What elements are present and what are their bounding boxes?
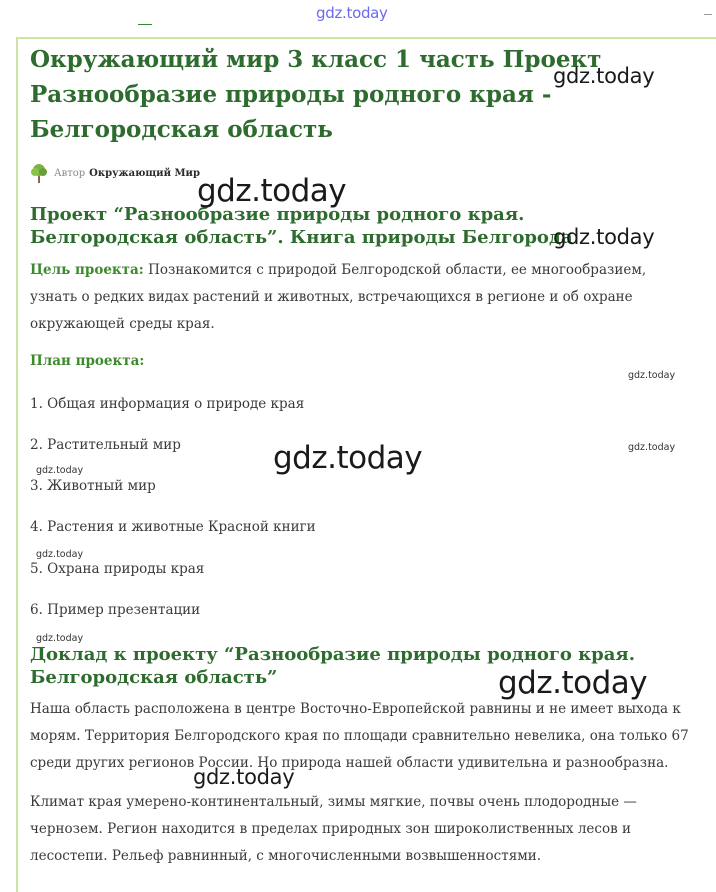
watermark: gdz.today [498,665,648,701]
top-bar [0,0,716,38]
section-heading-project: Проект “Разнообразие природы родного края. Белгородская область”. Книга природы Белгорода [30,204,573,248]
top-right-divider [704,14,712,15]
watermark: gdz.today [197,173,347,209]
author-prefix: Автор [54,167,86,179]
watermark: gdz.today [273,440,423,476]
watermark: gdz.today [628,370,676,381]
plan-label: План проекта: [30,353,145,369]
project-goal [30,257,670,338]
plan-item: 3. Животный мир [30,478,156,494]
author-line [30,162,200,184]
plan-item: 6. Пример презентации [30,602,201,618]
author-name[interactable]: Окружающий Мир [89,167,200,179]
goal-text: Познакомится с природой Белгородской области, ее многообразием, узнать о редких видах растений и животных, встречающихся в регионе и об охране окружающей среды края. [30,262,647,332]
plan-item: 1. Общая информация о природе края [30,396,305,412]
site-logo[interactable]: gdz.today [316,4,388,22]
report-paragraph: Наша область расположена в центре Восточно-Европейской равнины и не имеет выхода к морям. Территория Белгородского края по площади сравнительно невелика, она только 67 среди других регионов России. Но природа нашей области удивительна и разнообразна. [30,701,689,771]
section-heading-report: Доклад к проекту “Разнообразие природы родного края. Белгородская область” [30,644,635,688]
top-divider [138,24,152,25]
report-paragraph: Климат края умерено-континентальный, зимы мягкие, почвы очень плодородные — чернозем. Регион находится в пределах природных зон широколиственных лесов и лесостепи. Рельеф равнинный, с многочисленными возвышенностями. [30,794,637,864]
watermark: gdz.today [36,549,84,560]
tree-icon [30,163,48,183]
watermark: gdz.today [193,765,295,789]
goal-label: Цель проекта: [30,262,144,278]
plan-item: 2. Растительный мир [30,437,181,453]
article-header [30,42,690,147]
watermark: gdz.today [36,465,84,476]
watermark: gdz.today [553,64,655,88]
plan-item: 4. Растения и животные Красной книги [30,519,316,535]
watermark: gdz.today [628,442,676,453]
page-title: Окружающий мир 3 класс 1 часть Проект Разнообразие природы родного края - Белгородская область [30,46,602,143]
plan-item: 5. Охрана природы края [30,561,205,577]
watermark: gdz.today [553,225,655,249]
watermark: gdz.today [36,633,84,644]
